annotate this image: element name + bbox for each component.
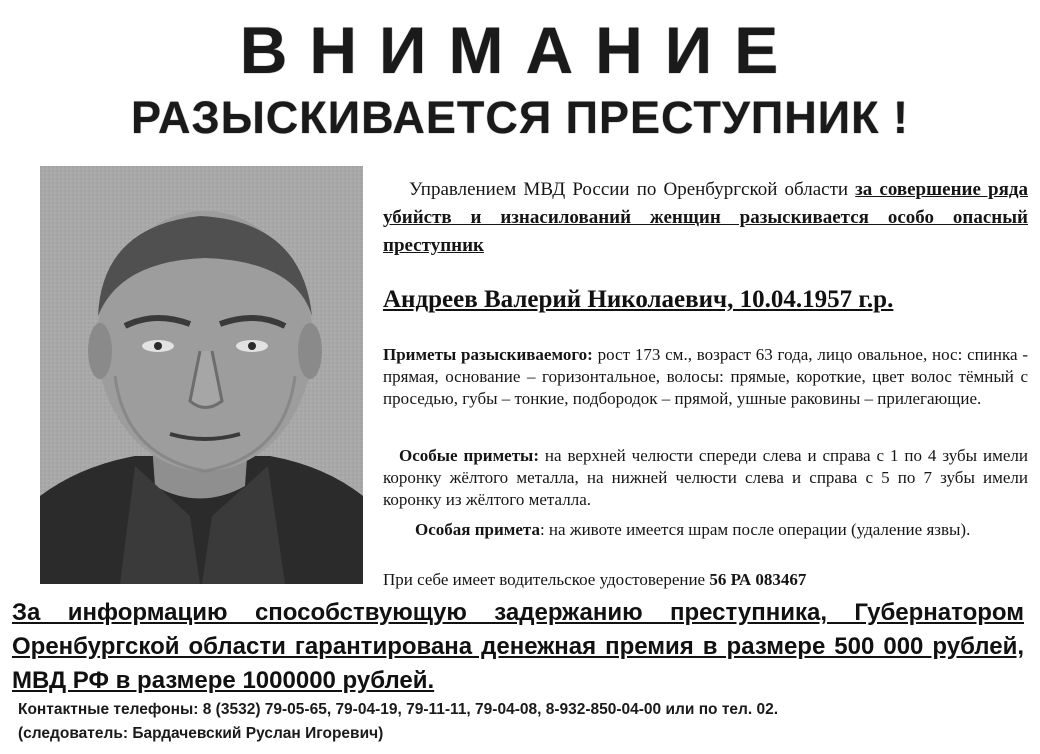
features-label: Приметы разыскиваемого: — [383, 345, 593, 364]
contact-phones: Контактные телефоны: 8 (3532) 79-05-65, 79-04-19, 79-11-11, 79-04-08, 8-932-850-04-00 или по тел. 02. — [18, 701, 779, 718]
license-line — [383, 569, 1028, 591]
intro-underlined-text: за совершение ряда убийств и изнасилований женщин разыскивается особо опасный преступник — [383, 179, 1028, 256]
reward-notice: За информацию способствующую задержанию преступника, Губернатором Оренбургской области гарантирована денежная премия в размере 500 000 рублей, МВД РФ в размере 1000000 рублей. — [12, 599, 1024, 694]
investigator-name: (следователь: Бардачевский Руслан Игоревич) — [18, 725, 384, 742]
poster-title: ВНИМАНИЕ — [239, 13, 801, 87]
contacts-block — [18, 698, 1033, 746]
features-text: рост 173 см., возраст 63 года, лицо овальное, нос: спинка - прямая, основание – горизонтальное, волосы: прямые, короткие, цвет волос тёмный с проседью, губы – тонкие, подбородок – прямой, ушные раковины – прилегающие. — [383, 345, 1028, 408]
features-paragraph — [383, 344, 1028, 410]
special-mark-text: : на животе имеется шрам после операции (удаление язвы). — [539, 520, 971, 539]
special-mark-label: Особая примета — [415, 520, 540, 539]
special-mark-paragraph — [383, 519, 1028, 541]
license-text: При себе имеет водительское удостоверение — [383, 570, 710, 589]
suspect-photo — [40, 166, 363, 584]
special-features-text: на верхней челюсти спереди слева и справа с 1 по 4 зубы имели коронку жёлтого металла, на нижней челюсти слева и справа с 5 по 7 зубы имели коронку из жёлтого металла. — [383, 446, 1028, 509]
intro-plain-text: Управлением МВД России по Оренбургской области — [409, 179, 856, 200]
special-features-label: Особые приметы: — [399, 446, 539, 465]
license-number: 56 РА 083467 — [709, 570, 807, 589]
suspect-name: Андреев Валерий Николаевич, 10.04.1957 г.р. — [383, 286, 894, 313]
special-features-paragraph — [383, 445, 1028, 511]
poster-subtitle: РАЗЫСКИВАЕТСЯ ПРЕСТУПНИК ! — [130, 92, 910, 143]
intro-paragraph — [383, 176, 1028, 260]
